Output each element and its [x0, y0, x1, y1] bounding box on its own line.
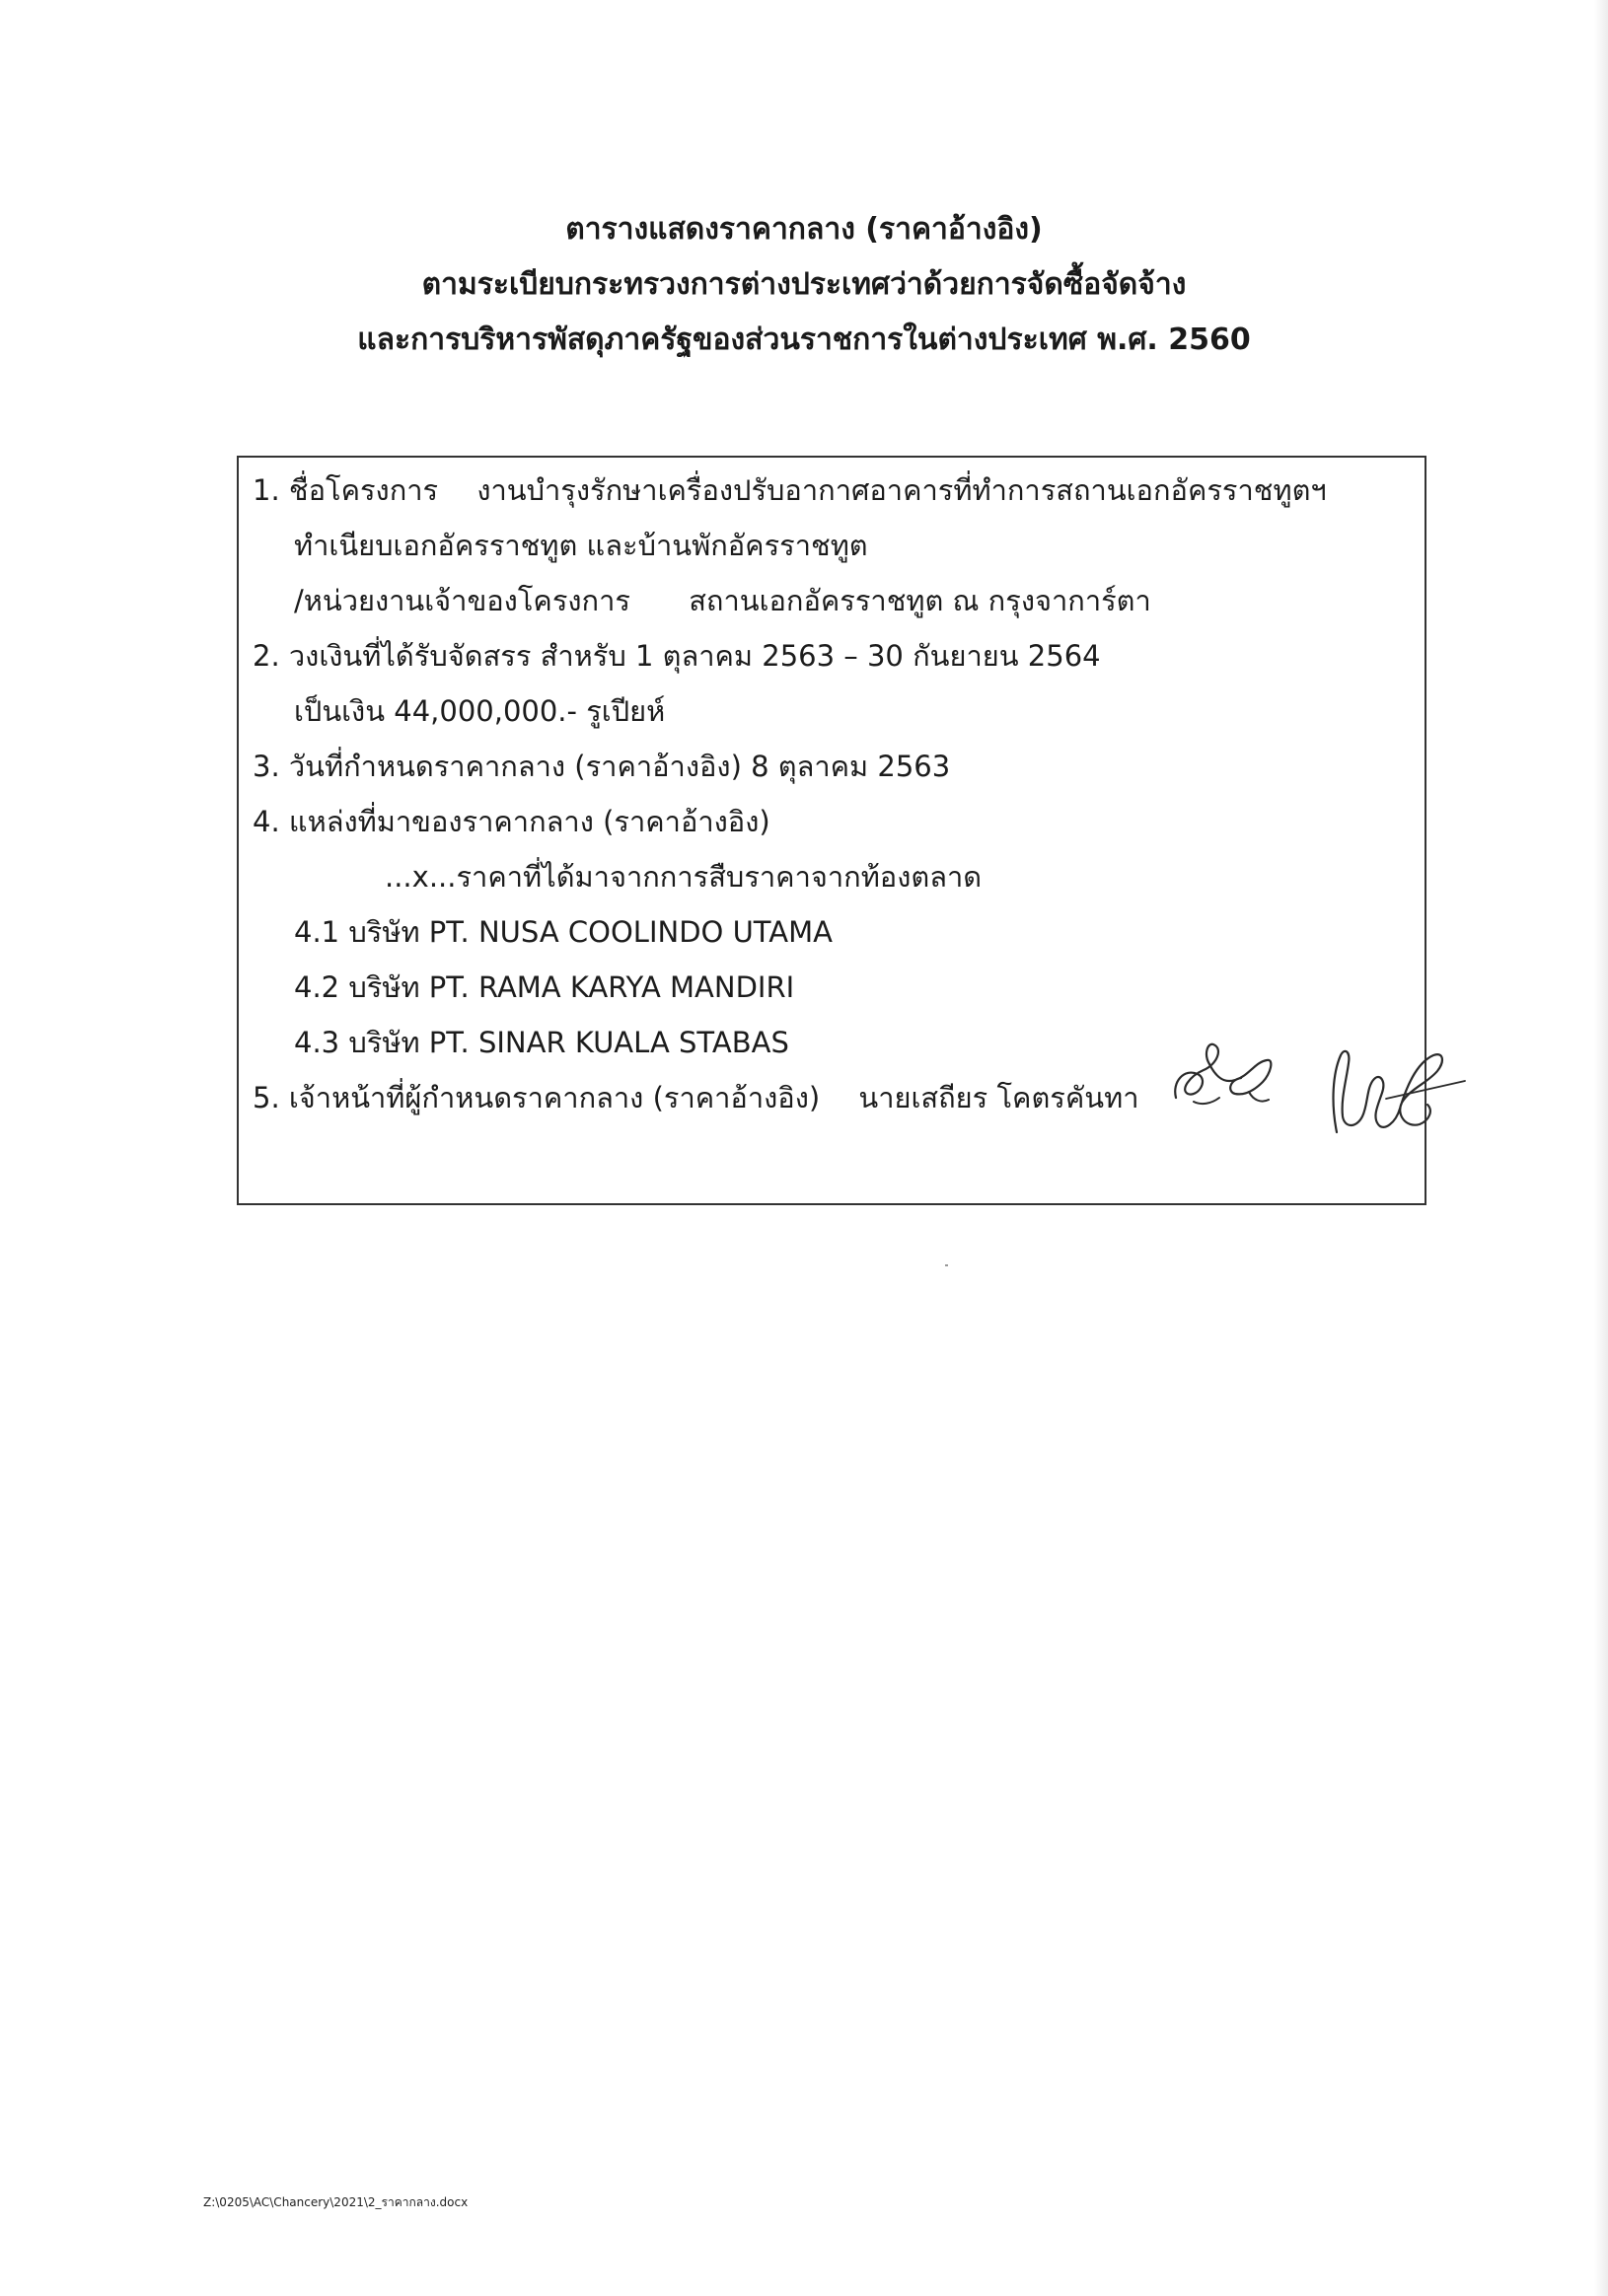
item-1-value-continued: ทำเนียบเอกอัครราชทูต และบ้านพักอัครราชทูต [294, 529, 868, 562]
item-2-amount: เป็นเงิน 44,000,000.- รูเปียห์ [294, 694, 666, 728]
item-3-date [253, 744, 950, 789]
item-2-budget [253, 633, 1101, 679]
title-line-1: ตารางแสดงราคากลาง (ราคาอ้างอิง) [565, 212, 1043, 247]
item-1-owner-value: สถานเอกอัครราชทูต ณ กรุงจาการ์ตา [689, 584, 1151, 617]
item-4-source [253, 799, 770, 844]
item-2-number: 2. [253, 639, 280, 673]
item-3-number: 3. [253, 750, 280, 783]
item-1-owner [294, 578, 1151, 623]
title-line-2: ตามระเบียบกระทรวงการต่างประเทศว่าด้วยการจัดซื้อจัดจ้าง [421, 267, 1187, 302]
item-1-value: งานบำรุงรักษาเครื่องปรับอากาศอาคารที่ทำการสถานเอกอัครราชทูตฯ [476, 473, 1327, 507]
company-item: 4.2 บริษัท PT. RAMA KARYA MANDIRI [294, 970, 795, 1004]
item-5-text: เจ้าหน้าที่ผู้กำหนดราคากลาง (ราคาอ้างอิง) [288, 1081, 821, 1114]
signature-2 [1317, 1034, 1470, 1147]
company-item: 4.3 บริษัท PT. SINAR KUALA STABAS [294, 1026, 789, 1059]
item-1-number: 1. [253, 473, 280, 507]
company-item: 4.1 บริษัท PT. NUSA COOLINDO UTAMA [294, 915, 833, 949]
title-line-3: และการบริหารพัสดุภาครัฐของส่วนราชการในต่างประเทศ พ.ศ. 2560 [357, 323, 1251, 357]
item-3-text: วันที่กำหนดราคากลาง (ราคาอ้างอิง) 8 ตุลาคม 2563 [288, 750, 951, 783]
item-5-officer [253, 1075, 1138, 1120]
item-4-text: แหล่งที่มาของราคากลาง (ราคาอ้างอิง) [288, 805, 770, 838]
document-title [0, 202, 1608, 368]
scan-speck [945, 1264, 948, 1266]
item-1-label: ชื่อโครงการ [288, 473, 439, 507]
item-5-number: 5. [253, 1081, 280, 1114]
signature-1 [1154, 1040, 1302, 1134]
item-4-number: 4. [253, 805, 280, 838]
item-2-text: วงเงินที่ได้รับจัดสรร สำหรับ 1 ตุลาคม 2563 – 30 กันยายน 2564 [288, 639, 1101, 673]
item-1-owner-label: /หน่วยงานเจ้าของโครงการ [294, 584, 630, 617]
item-1-project-name [253, 467, 1327, 513]
item-4-source-type: ...x...ราคาที่ได้มาจากการสืบราคาจากท้องตลาด [385, 860, 983, 894]
item-5-officer-name: นายเสถียร โคตรคันทา [858, 1081, 1139, 1114]
file-path-footer: Z:\0205\AC\Chancery\2021\2_ราคากลาง.docx [203, 2195, 469, 2209]
